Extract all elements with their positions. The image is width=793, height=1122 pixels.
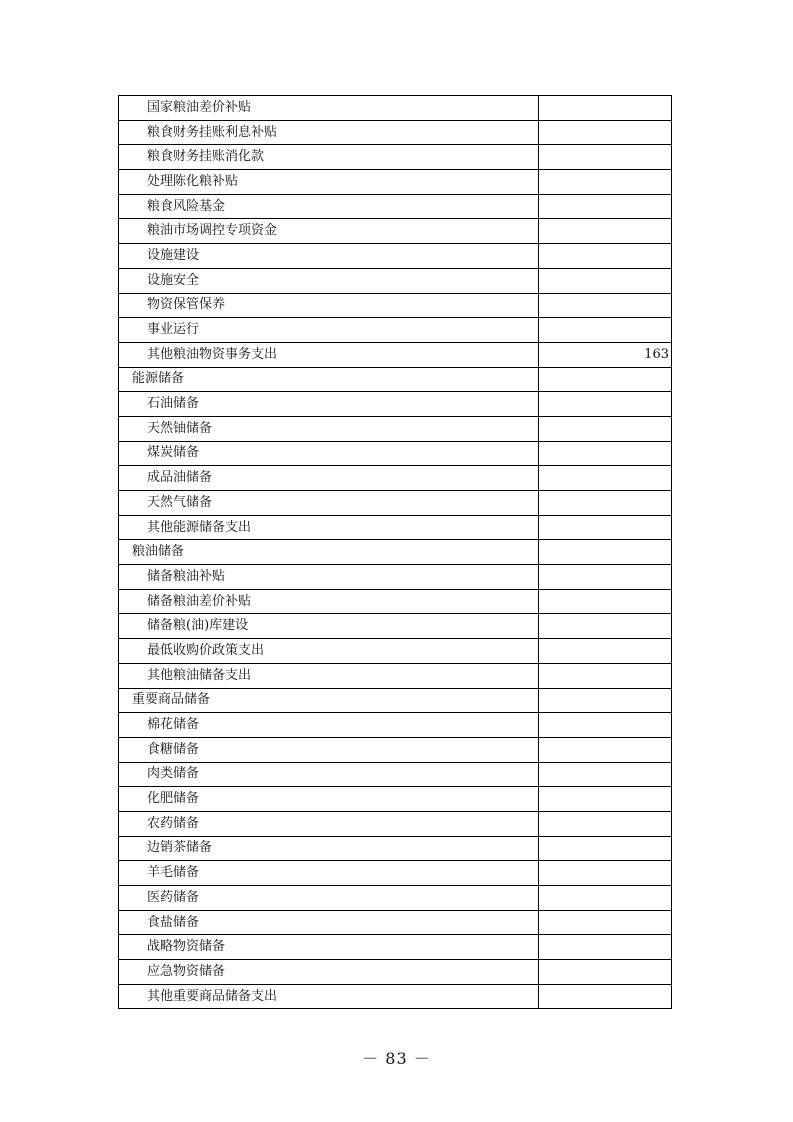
row-amount — [539, 663, 672, 688]
row-item-name: 农药储备 — [119, 811, 539, 836]
row-amount — [539, 565, 672, 590]
row-item-name: 储备粮(油)库建设 — [119, 614, 539, 639]
row-amount — [539, 688, 672, 713]
table-row — [119, 811, 672, 836]
row-item-name: 石油储备 — [119, 392, 539, 417]
table-body — [119, 96, 672, 1009]
table-row — [119, 960, 672, 985]
table-row — [119, 787, 672, 812]
table-row — [119, 910, 672, 935]
row-item-name: 设施安全 — [119, 268, 539, 293]
row-item-name: 战略物资储备 — [119, 935, 539, 960]
row-amount — [539, 416, 672, 441]
row-item-name: 医药储备 — [119, 886, 539, 911]
row-item-name: 化肥储备 — [119, 787, 539, 812]
table-row — [119, 663, 672, 688]
table-row — [119, 491, 672, 516]
table-row — [119, 318, 672, 343]
row-item-name: 其他粮油物资事务支出 — [119, 342, 539, 367]
row-item-name: 处理陈化粮补贴 — [119, 170, 539, 195]
row-amount — [539, 96, 672, 121]
row-amount — [539, 639, 672, 664]
table-row — [119, 392, 672, 417]
row-amount — [539, 392, 672, 417]
table-row — [119, 120, 672, 145]
row-item-name: 天然铀储备 — [119, 416, 539, 441]
row-amount — [539, 737, 672, 762]
row-amount — [539, 194, 672, 219]
row-amount — [539, 811, 672, 836]
row-amount — [539, 441, 672, 466]
row-amount — [539, 861, 672, 886]
row-item-name: 羊毛储备 — [119, 861, 539, 886]
table-row — [119, 565, 672, 590]
row-amount — [539, 540, 672, 565]
row-amount — [539, 170, 672, 195]
row-amount — [539, 120, 672, 145]
row-item-name: 设施建设 — [119, 244, 539, 269]
table-row — [119, 886, 672, 911]
table-row — [119, 737, 672, 762]
row-item-name: 重要商品储备 — [119, 688, 539, 713]
table-row — [119, 219, 672, 244]
row-item-name: 储备粮油差价补贴 — [119, 589, 539, 614]
row-item-name: 粮油储备 — [119, 540, 539, 565]
row-item-name: 成品油储备 — [119, 466, 539, 491]
row-item-name: 国家粮油差价补贴 — [119, 96, 539, 121]
row-amount — [539, 268, 672, 293]
row-amount — [539, 984, 672, 1009]
table-row — [119, 441, 672, 466]
row-item-name: 最低收购价政策支出 — [119, 639, 539, 664]
row-item-name: 棉花储备 — [119, 713, 539, 738]
table-row — [119, 367, 672, 392]
table-row — [119, 170, 672, 195]
table-row — [119, 515, 672, 540]
table-row — [119, 540, 672, 565]
table-row — [119, 984, 672, 1009]
table-row — [119, 639, 672, 664]
table-row — [119, 416, 672, 441]
row-item-name: 其他重要商品储备支出 — [119, 984, 539, 1009]
row-amount — [539, 886, 672, 911]
row-amount — [539, 836, 672, 861]
table-row — [119, 96, 672, 121]
row-item-name: 事业运行 — [119, 318, 539, 343]
row-amount: 163 — [539, 342, 672, 367]
table-row — [119, 836, 672, 861]
row-amount — [539, 515, 672, 540]
row-item-name: 其他粮油储备支出 — [119, 663, 539, 688]
row-item-name: 粮油市场调控专项资金 — [119, 219, 539, 244]
table-row — [119, 935, 672, 960]
row-item-name: 其他能源储备支出 — [119, 515, 539, 540]
table-row — [119, 762, 672, 787]
row-item-name: 应急物资储备 — [119, 960, 539, 985]
row-item-name: 粮食财务挂账利息补贴 — [119, 120, 539, 145]
table-row — [119, 861, 672, 886]
row-item-name: 食糖储备 — [119, 737, 539, 762]
table-row — [119, 145, 672, 170]
row-amount — [539, 219, 672, 244]
row-item-name: 边销茶储备 — [119, 836, 539, 861]
row-amount — [539, 244, 672, 269]
table-row — [119, 342, 672, 367]
row-amount — [539, 935, 672, 960]
table-row — [119, 268, 672, 293]
row-item-name: 肉类储备 — [119, 762, 539, 787]
row-amount — [539, 293, 672, 318]
row-amount — [539, 960, 672, 985]
table-row — [119, 244, 672, 269]
table-row — [119, 194, 672, 219]
row-amount — [539, 614, 672, 639]
page-number: － 83 － — [362, 1049, 431, 1068]
table-row — [119, 614, 672, 639]
row-amount — [539, 787, 672, 812]
row-amount — [539, 491, 672, 516]
row-amount — [539, 910, 672, 935]
row-item-name: 储备粮油补贴 — [119, 565, 539, 590]
row-item-name: 煤炭储备 — [119, 441, 539, 466]
table-row — [119, 589, 672, 614]
table-row — [119, 688, 672, 713]
row-amount — [539, 318, 672, 343]
row-item-name: 能源储备 — [119, 367, 539, 392]
row-amount — [539, 466, 672, 491]
row-amount — [539, 713, 672, 738]
table-row — [119, 713, 672, 738]
row-item-name: 食盐储备 — [119, 910, 539, 935]
table-row — [119, 466, 672, 491]
row-amount — [539, 762, 672, 787]
row-item-name: 粮食风险基金 — [119, 194, 539, 219]
table-row — [119, 293, 672, 318]
row-amount — [539, 145, 672, 170]
row-item-name: 物资保管保养 — [119, 293, 539, 318]
row-amount — [539, 367, 672, 392]
budget-table — [118, 95, 672, 1009]
row-item-name: 粮食财务挂账消化款 — [119, 145, 539, 170]
row-item-name: 天然气储备 — [119, 491, 539, 516]
row-amount — [539, 589, 672, 614]
